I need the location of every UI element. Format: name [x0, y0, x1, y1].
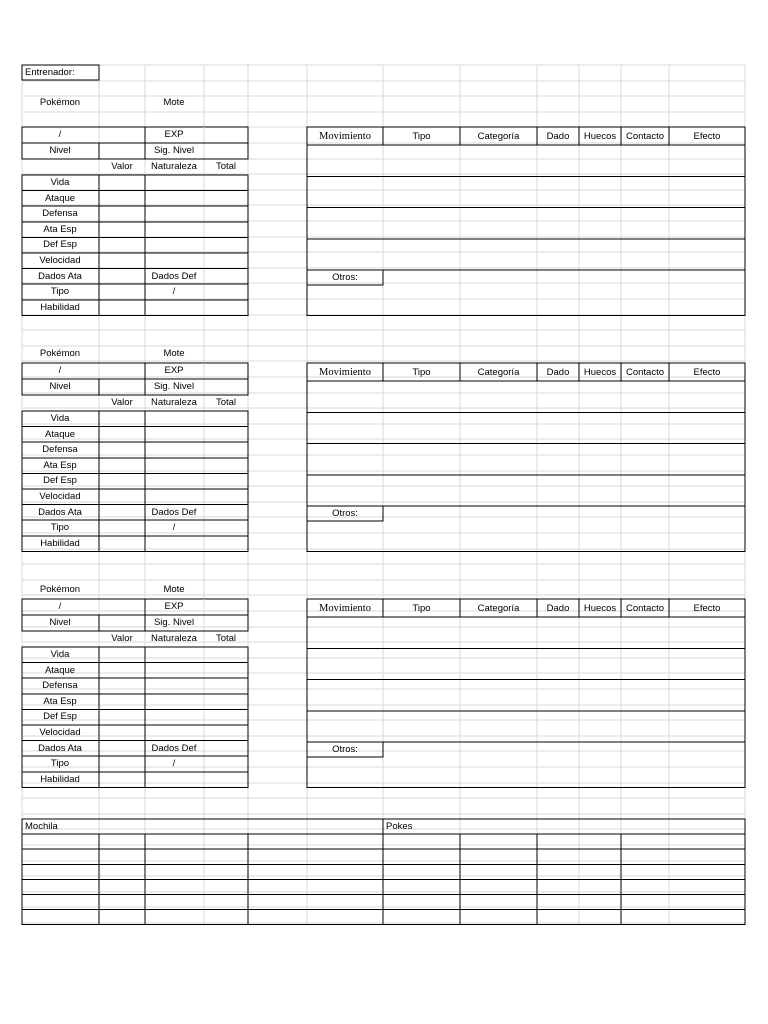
defense-dice-label: Dados Def [151, 270, 197, 282]
nature-column-header: Naturaleza [151, 161, 197, 172]
nature-column-header: Naturaleza [151, 633, 197, 644]
attack-dice-label: Dados Ata [38, 506, 82, 518]
total-column-header: Total [215, 161, 237, 172]
nickname-label: Mote [163, 348, 185, 359]
type-label: Tipo [50, 522, 70, 534]
exp-label: EXP [164, 129, 184, 140]
exp-label: EXP [164, 365, 184, 376]
next-level-label: Sig. Nivel [153, 381, 195, 392]
ability-label: Habilidad [40, 773, 80, 785]
nickname-label: Mote [163, 97, 185, 108]
stat-label-ata-esp: Ata Esp [43, 223, 77, 235]
pokemon-label: Pokémon [39, 97, 81, 108]
type-separator: / [172, 758, 176, 770]
move-header-huecos: Huecos [583, 603, 617, 614]
move-header-huecos: Huecos [583, 367, 617, 378]
stat-label-vida: Vida [50, 177, 70, 188]
nickname-label: Mote [163, 584, 185, 595]
stat-label-vida: Vida [50, 413, 70, 424]
value-column-header: Valor [111, 161, 133, 172]
move-header-categoría: Categoría [477, 367, 520, 378]
pokemon-label: Pokémon [39, 584, 81, 595]
move-header-categoría: Categoría [477, 603, 520, 614]
total-column-header: Total [215, 633, 237, 644]
move-header-efecto: Efecto [693, 367, 721, 378]
stat-label-ata-esp: Ata Esp [43, 459, 77, 471]
defense-dice-label: Dados Def [151, 506, 197, 518]
attack-dice-label: Dados Ata [38, 270, 82, 282]
attack-dice-label: Dados Ata [38, 742, 82, 754]
stat-label-ataque: Ataque [44, 428, 76, 440]
exp-label: EXP [164, 601, 184, 612]
trainer-label: Entrenador: [25, 67, 75, 78]
bag-label: Mochila [25, 821, 58, 832]
stat-label-ataque: Ataque [44, 664, 76, 676]
move-header-tipo: Tipo [412, 603, 431, 614]
stat-label-velocidad: Velocidad [39, 727, 81, 738]
value-column-header: Valor [111, 397, 133, 408]
stat-label-ataque: Ataque [44, 192, 76, 204]
move-header-dado: Dado [546, 367, 570, 378]
level-label: Nivel [49, 381, 71, 392]
species-separator: / [58, 601, 62, 612]
level-label: Nivel [49, 145, 71, 156]
others-label: Otros: [332, 744, 358, 756]
stat-label-def-esp: Def Esp [43, 239, 77, 251]
pokes-label: Pokes [386, 821, 413, 832]
move-header-movimiento: Movimiento [319, 603, 371, 614]
pokemon-label: Pokémon [39, 348, 81, 359]
move-header-movimiento: Movimiento [319, 131, 371, 142]
ability-label: Habilidad [40, 301, 80, 313]
stat-label-defensa: Defensa [42, 208, 78, 220]
type-label: Tipo [50, 286, 70, 298]
move-header-contacto: Contacto [625, 603, 665, 614]
stat-label-defensa: Defensa [42, 680, 78, 692]
move-header-contacto: Contacto [625, 131, 665, 142]
next-level-label: Sig. Nivel [153, 145, 195, 156]
type-separator: / [172, 522, 176, 534]
move-header-dado: Dado [546, 603, 570, 614]
value-column-header: Valor [111, 633, 133, 644]
stat-label-vida: Vida [50, 649, 70, 660]
nature-column-header: Naturaleza [151, 397, 197, 408]
type-label: Tipo [50, 758, 70, 770]
species-separator: / [58, 365, 62, 376]
defense-dice-label: Dados Def [151, 742, 197, 754]
stat-label-velocidad: Velocidad [39, 491, 81, 502]
move-header-dado: Dado [546, 131, 570, 142]
stat-label-ata-esp: Ata Esp [43, 695, 77, 707]
type-separator: / [172, 286, 176, 298]
ability-label: Habilidad [40, 537, 80, 549]
stat-label-def-esp: Def Esp [43, 475, 77, 487]
stat-label-velocidad: Velocidad [39, 255, 81, 266]
move-header-tipo: Tipo [412, 367, 431, 378]
move-header-tipo: Tipo [412, 131, 431, 142]
move-header-contacto: Contacto [625, 367, 665, 378]
move-header-movimiento: Movimiento [319, 367, 371, 378]
species-separator: / [58, 129, 62, 140]
stat-label-defensa: Defensa [42, 444, 78, 456]
others-label: Otros: [332, 272, 358, 284]
move-header-efecto: Efecto [693, 603, 721, 614]
move-header-categoría: Categoría [477, 131, 520, 142]
move-header-efecto: Efecto [693, 131, 721, 142]
next-level-label: Sig. Nivel [153, 617, 195, 628]
level-label: Nivel [49, 617, 71, 628]
total-column-header: Total [215, 397, 237, 408]
move-header-huecos: Huecos [583, 131, 617, 142]
others-label: Otros: [332, 508, 358, 520]
stat-label-def-esp: Def Esp [43, 711, 77, 723]
